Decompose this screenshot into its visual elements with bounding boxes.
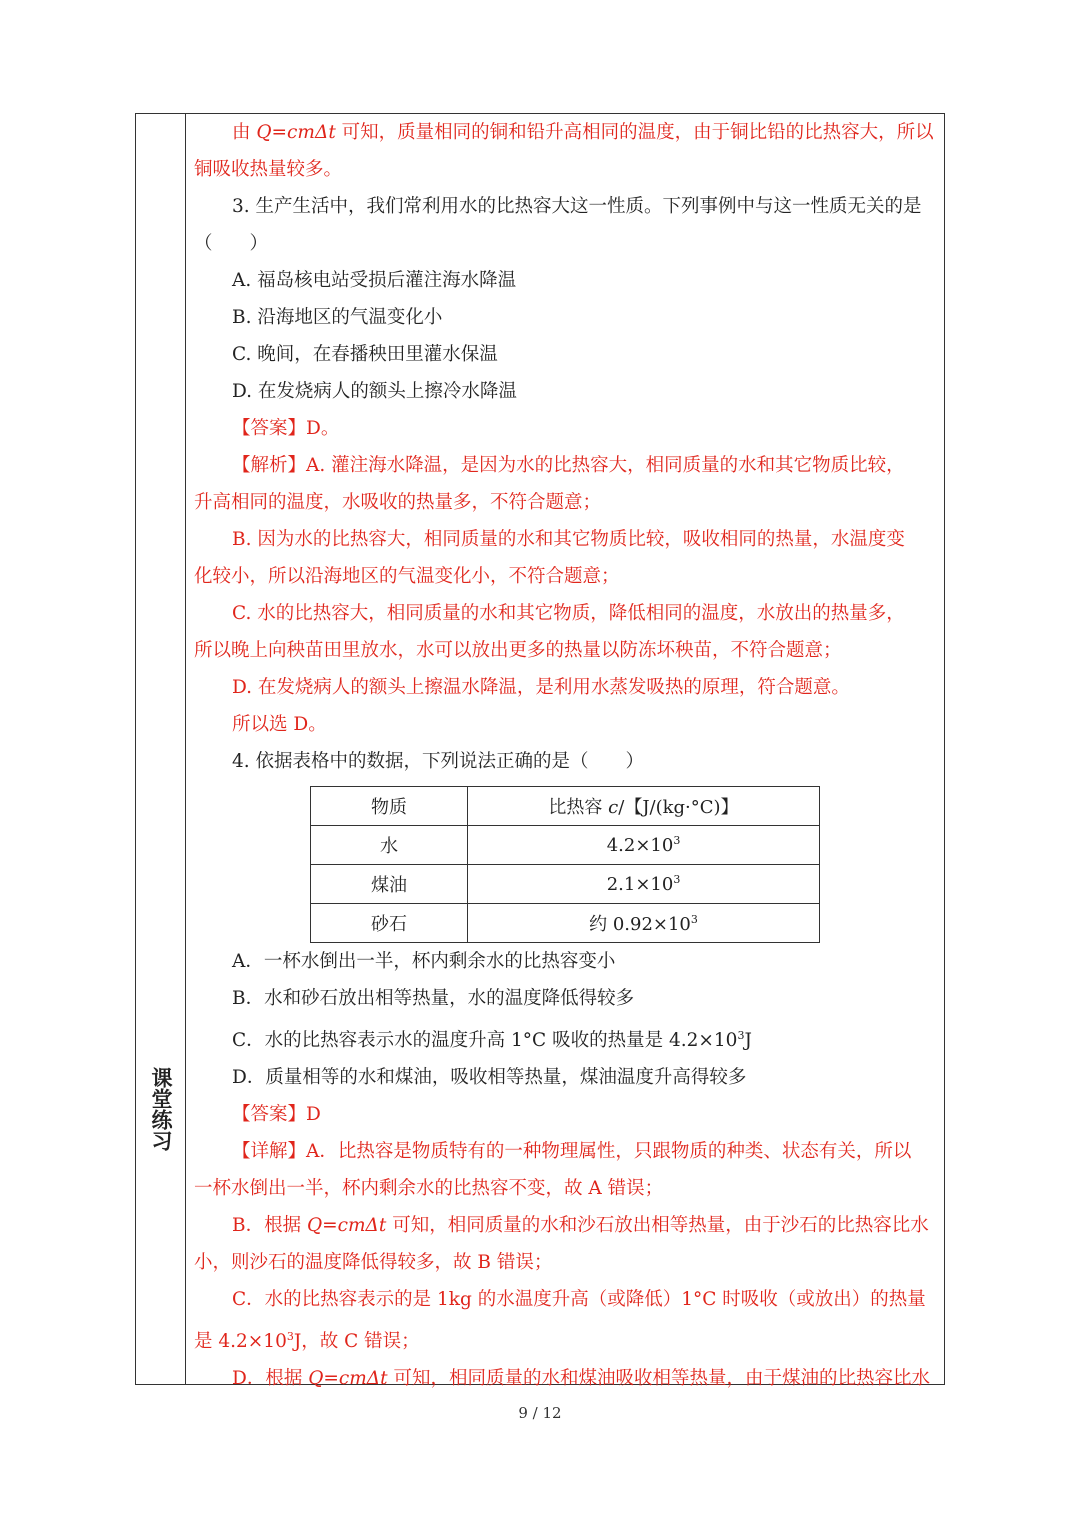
q3-explanation: 升高相同的温度，水吸收的热量多，不符合题意； xyxy=(194,492,602,513)
q3-explanation: D. 在发烧病人的额头上擦温水降温，是利用水蒸发吸热的原理，符合题意。 xyxy=(232,677,850,698)
q3-explanation: B. 因为水的比热容大，相同质量的水和其它物质比较，吸收相同的热量，水温度变 xyxy=(232,529,905,550)
table-header-cell: 比热容 c/【J/(kg·°C)】 xyxy=(468,787,820,826)
table-row xyxy=(311,865,820,904)
q4-option-b: B．水和砂石放出相等热量，水的温度降低得较多 xyxy=(232,988,635,1009)
q4-detail: D．根据 Q=cmΔt 可知，相同质量的水和煤油吸收相等热量，由于煤油的比热容比水 xyxy=(232,1368,930,1389)
table-cell: $2.1\times 10^3$ xyxy=(468,865,820,904)
page-number: 9 / 12 xyxy=(518,1404,562,1422)
q4-detail: C．水的比热容表示的是 1kg 的水温度升高（或降低）1°C 时吸收（或放出）的热量 xyxy=(232,1289,926,1310)
question-3: 3. 生产生活中，我们常利用水的比热容大这一性质。下列事例中与这一性质无关的是 xyxy=(232,196,922,217)
q3-answer: 【答案】D。 xyxy=(232,418,340,439)
table-cell: 约 $0.92\times 10^3$ xyxy=(468,904,820,943)
specific-heat-table xyxy=(310,786,820,943)
q4-answer: 【答案】D xyxy=(232,1104,321,1125)
q4-option-a: A．一杯水倒出一半，杯内剩余水的比热容变小 xyxy=(232,951,616,972)
table-cell: 煤油 xyxy=(311,865,468,904)
table-cell: 水 xyxy=(311,826,468,865)
question-4: 4. 依据表格中的数据，下列说法正确的是（ ） xyxy=(232,751,645,772)
text-line: 由 Q=cmΔt 可知，质量相同的铜和铅升高相同的温度，由于铜比铅的比热容大，所以 xyxy=(232,122,934,143)
side-column xyxy=(136,114,186,1384)
q3-explanation: 化较小，所以沿海地区的气温变化小，不符合题意； xyxy=(194,566,620,587)
table-header-row xyxy=(311,787,820,826)
q4-detail: 一杯水倒出一半，杯内剩余水的比热容不变，故 A 错误； xyxy=(194,1178,664,1199)
q3-explanation: 【解析】A. 灌注海水降温，是因为水的比热容大，相同质量的水和其它物质比较， xyxy=(232,455,905,476)
q4-detail: 小，则沙石的温度降低得较多，故 B 错误； xyxy=(194,1252,553,1273)
q4-detail: B．根据 Q=cmΔt 可知，相同质量的水和沙石放出相等热量，由于沙石的比热容比水 xyxy=(232,1215,929,1236)
q3-option-a: A. 福岛核电站受损后灌注海水降温 xyxy=(232,270,517,291)
q4-detail: 【详解】A．比热容是物质特有的一种物理属性，只跟物质的种类、状态有关，所以 xyxy=(232,1141,912,1162)
table-cell: $4.2\times 10^3$ xyxy=(468,826,820,865)
q3-option-b: B. 沿海地区的气温变化小 xyxy=(232,307,443,328)
table-row xyxy=(311,904,820,943)
table-header-cell: 物质 xyxy=(311,787,468,826)
q4-option-d: D．质量相等的水和煤油，吸收相等热量，煤油温度升高得较多 xyxy=(232,1067,747,1088)
section-label: 课堂练习 xyxy=(149,1067,174,1151)
text-line: 铜吸收热量较多。 xyxy=(194,159,343,180)
content-column xyxy=(194,114,936,1397)
q3-explanation: 所以选 D。 xyxy=(232,714,327,735)
question-3-bracket: （ ） xyxy=(194,233,269,254)
table-cell: 砂石 xyxy=(311,904,468,943)
q3-option-d: D. 在发烧病人的额头上擦冷水降温 xyxy=(232,381,517,402)
q4-detail: 是 $4.2\times 10^3J$，故 C 错误； xyxy=(194,1330,420,1352)
table-row xyxy=(311,826,820,865)
exercise-table-frame xyxy=(135,113,945,1389)
q4-option-c: C．水的比热容表示水的温度升高 1°C 吸收的热量是 $4.2\times 10^3J$ xyxy=(232,1029,752,1051)
q3-explanation: 所以晚上向秧苗田里放水，水可以放出更多的热量以防冻坏秧苗，不符合题意； xyxy=(194,640,842,661)
q3-option-c: C. 晚间，在春播秧田里灌水保温 xyxy=(232,344,498,365)
q3-explanation: C. 水的比热容大，相同质量的水和其它物质，降低相同的温度，水放出的热量多， xyxy=(232,603,905,624)
